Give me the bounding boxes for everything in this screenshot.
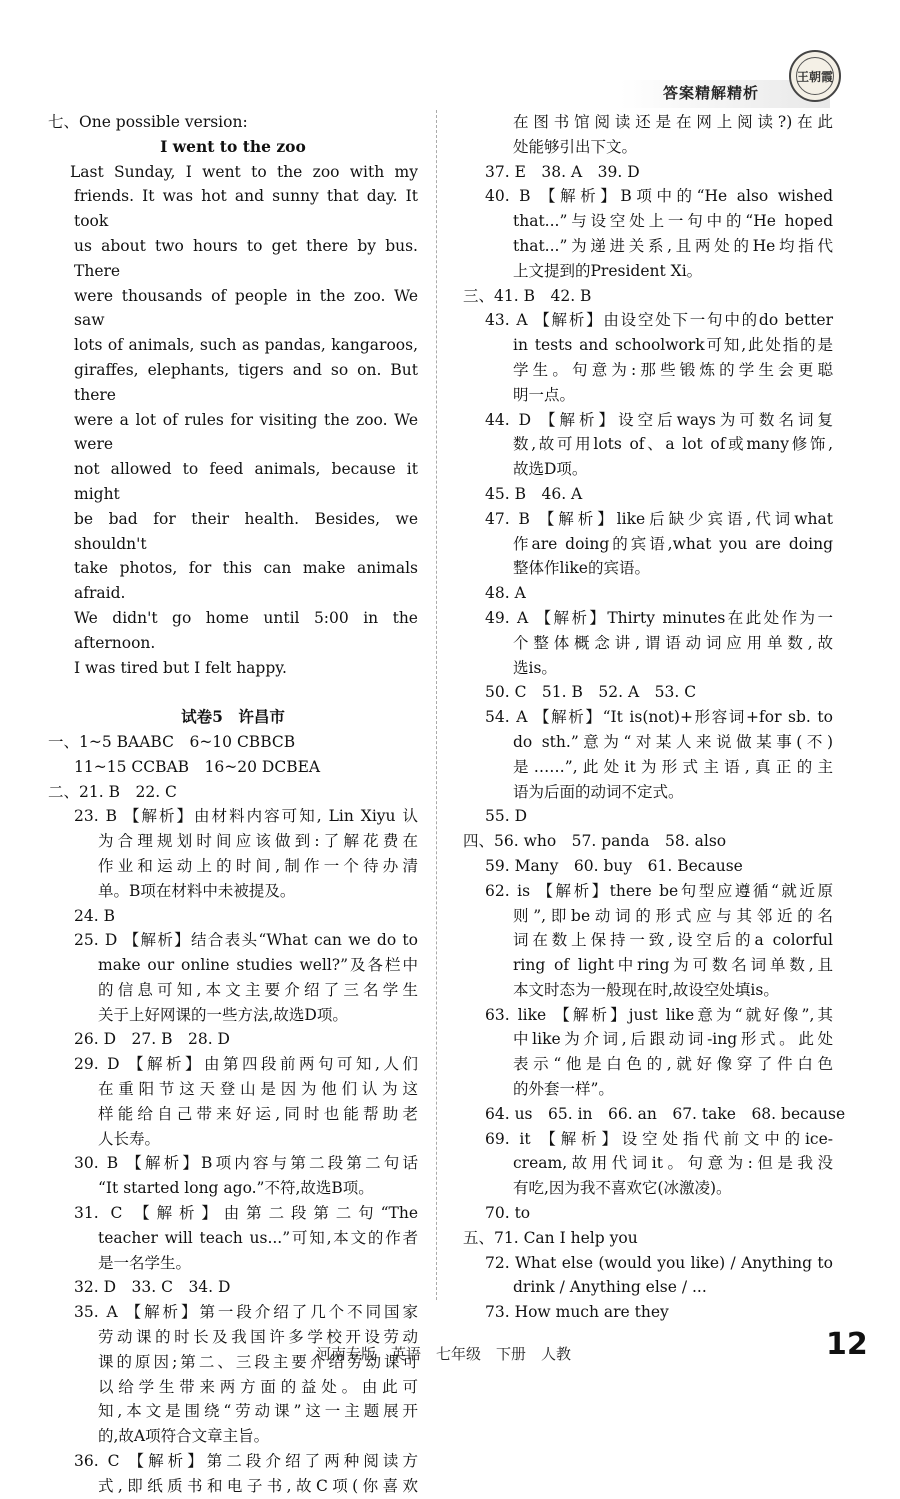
right-line: 47. B 【解析】like后缺少宾语,代词what: [485, 509, 833, 528]
right-line: 五、71. Can I help you: [463, 1228, 638, 1247]
right-line: 学生。句意为:那些锻炼的学生会更聪: [513, 360, 833, 379]
page-number: 12: [826, 1327, 868, 1362]
left-line: were thousands of people in the zoo. We saw: [74, 286, 418, 330]
left-line: We didn't go home until 5:00 in the afternoon.: [74, 608, 418, 652]
right-line: 四、56. who 57. panda 58. also: [463, 832, 727, 851]
left-line: 以给学生带来两方面的益处。由此可: [98, 1377, 418, 1396]
right-line: in tests and schoolwork可知,此处指的是: [513, 336, 833, 355]
right-line: 59. Many 60. buy 61. Because: [485, 856, 743, 875]
left-line: I went to the zoo: [160, 136, 306, 156]
right-line: 作are doing的宾语,what you are doing: [513, 534, 833, 553]
left-line: 30. B 【解析】B项内容与第二段第二句话: [74, 1154, 418, 1173]
right-line: 中like为介词,后跟动词-ing形式。此处: [513, 1030, 833, 1049]
right-line: 故选D项。: [513, 460, 588, 479]
left-line: 作业和运动上的时间,制作一个待办清: [98, 856, 418, 875]
left-line: teacher will teach us...”可知,本文的作者: [98, 1228, 418, 1247]
left-line: not allowed to feed animals, because it might: [74, 460, 418, 503]
right-line: 40. B 【解析】B项中的“He also wished: [485, 187, 833, 206]
left-line: 25. D 【解析】结合表头“What can we do to: [74, 931, 418, 950]
right-column: [463, 110, 846, 1325]
right-line: 73. How much are they: [485, 1303, 669, 1322]
right-line: 50. C 51. B 52. A 53. C: [485, 683, 697, 702]
left-line: 试卷5 许昌市: [181, 707, 285, 727]
right-line: 有吃,因为我不喜欢它(冰激凌)。: [513, 1179, 732, 1198]
left-line: I was tired but I felt happy.: [74, 658, 287, 677]
page-footer: [0, 1327, 900, 1375]
column-divider: [436, 110, 437, 1300]
right-line: 69. it 【解析】设空处指代前文中的ice-: [485, 1129, 833, 1148]
left-line: 35. A 【解析】第一段介绍了几个不同国家: [74, 1303, 418, 1322]
right-line: 49. A 【解析】Thirty minutes在此处作为一: [485, 608, 833, 627]
left-line: 样能给自己带来好运,同时也能帮助老: [98, 1104, 418, 1123]
left-line: 为合理规划时间应该做到:了解花费在: [98, 832, 418, 851]
right-line: ring of light中ring为可数名词单数,且: [513, 956, 833, 975]
left-line: 二、21. B 22. C: [48, 782, 177, 801]
right-line: 是……”,此处it为形式主语,真正的主: [513, 757, 833, 776]
right-line: 62. is 【解析】there be句型应遵循“就近原: [485, 881, 833, 900]
left-line: 的,故A项符合文章主旨。: [98, 1427, 270, 1446]
right-line: cream,故用代词it。句意为:但是我没: [513, 1154, 833, 1173]
left-line: giraffes, elephants, tigers and so on. But there: [74, 360, 418, 404]
left-line: 11~15 CCBAB 16~20 DCBEA: [74, 757, 321, 776]
right-line: 45. B 46. A: [485, 484, 583, 503]
right-line: 70. to: [485, 1204, 531, 1223]
right-line: 则”,即be动词的形式应与其邻近的名: [513, 906, 833, 925]
footer-info: 河南专版 英语 七年级 下册 人教: [316, 1345, 572, 1363]
right-line: 72. What else (would you like) / Anything to: [485, 1253, 833, 1272]
right-line: 55. D: [485, 807, 528, 826]
header-title: 答案精解精析: [663, 84, 760, 102]
left-line: 32. D 33. C 34. D: [74, 1278, 231, 1297]
left-line: lots of animals, such as pandas, kangaroos,: [74, 336, 418, 355]
left-line: 课的原因;第二、三段主要介绍劳动课可: [98, 1352, 418, 1371]
left-line: 一、1~5 BAABC 6~10 CBBCB: [48, 732, 296, 751]
left-line: 26. D 27. B 28. D: [74, 1030, 230, 1049]
left-line: 31. C 【解析】由第二段第二句“The: [74, 1204, 418, 1223]
right-line: that...”与设空处上一句中的“He hoped: [513, 212, 833, 231]
right-line: 63. like 【解析】just like意为“就好像”,其: [485, 1005, 833, 1024]
left-line: were a lot of rules for visiting the zoo. We were: [74, 410, 418, 454]
right-line: 表示“他是白色的,就好像穿了件白色: [513, 1055, 833, 1074]
left-line: 在重阳节这天登山是因为他们认为这: [98, 1080, 418, 1099]
right-line: 本文时态为一般现在时,故设空处填is。: [513, 980, 779, 999]
right-line: 三、41. B 42. B: [463, 286, 592, 305]
left-line: make our online studies well?”及各栏中: [98, 956, 418, 975]
left-line: 七、One possible version:: [48, 113, 248, 131]
seal-text: 王朝霞: [796, 57, 834, 95]
right-line: 词在数上保持一致,设空后的a colorful: [513, 931, 833, 950]
left-line: 24. B: [74, 906, 115, 925]
left-line: 的信息可知,本文主要介绍了三名学生: [98, 980, 418, 999]
brand-seal-logo: [789, 50, 841, 102]
right-line: 处能够引出下文。: [513, 137, 638, 156]
left-line: us about two hours to get there by bus. There: [74, 236, 418, 280]
left-line: 36. C 【解析】第二段介绍了两种阅读方: [74, 1452, 418, 1471]
left-line: [48, 680, 418, 705]
left-column: [48, 110, 418, 1499]
left-line: 29. D 【解析】由第四段前两句可知,人们: [74, 1055, 418, 1074]
right-line: 整体作like的宾语。: [513, 559, 650, 578]
left-line: 是一名学生。: [98, 1253, 192, 1272]
right-line: drink / Anything else / ...: [513, 1278, 707, 1297]
left-line: be bad for their health. Besides, we shouldn't: [74, 509, 418, 553]
right-line: 语为后面的动词不定式。: [513, 782, 684, 801]
left-line: 知,本文是围绕“劳动课”这一主题展开: [98, 1402, 418, 1421]
left-line: Last Sunday, I went to the zoo with my: [70, 162, 418, 181]
left-line: 劳动课的时长及我国许多学校开设劳动: [98, 1328, 418, 1347]
right-line: 37. E 38. A 39. D: [485, 162, 640, 181]
right-line: 43. A 【解析】由设空处下一句中的do better: [485, 311, 833, 330]
right-line: 44. D 【解析】设空后ways为可数名词复: [485, 410, 833, 429]
left-line: 23. B 【解析】由材料内容可知, Lin Xiyu 认: [74, 807, 418, 826]
left-line: 人长寿。: [98, 1129, 161, 1148]
left-line: friends. It was hot and sunny that day. It took: [74, 187, 418, 231]
page-header: [0, 30, 900, 100]
right-line: 在图书馆阅读还是在网上阅读?)在此: [513, 113, 833, 131]
right-line: 54. A 【解析】“It is(not)+形容词+for sb. to: [485, 708, 833, 727]
right-line: do sth.”意为“对某人来说做某事(不): [513, 732, 833, 751]
right-line: 上文提到的President Xi。: [513, 261, 703, 280]
left-line: 式,即纸质书和电子书,故C项(你喜欢: [98, 1476, 418, 1495]
right-line: 个整体概念讲,谓语动词应用单数,故: [513, 633, 833, 652]
right-line: 的外套一样”。: [513, 1080, 614, 1099]
left-line: 关于上好网课的一些方法,故选D项。: [98, 1005, 348, 1024]
right-line: that...”为递进关系,且两处的He均指代: [513, 236, 833, 255]
right-line: 明一点。: [513, 385, 576, 404]
left-line: 单。B项在材料中未被提及。: [98, 881, 296, 900]
right-line: 64. us 65. in 66. an 67. take 68. because: [485, 1104, 846, 1123]
right-line: 数,故可用lots of、a lot of或many修饰,: [513, 435, 833, 454]
right-line: 选is。: [513, 658, 557, 677]
left-line: “It started long ago.”不符,故选B项。: [98, 1179, 374, 1198]
right-line: 48. A: [485, 584, 526, 603]
left-line: take photos, for this can make animals afraid.: [74, 559, 418, 603]
